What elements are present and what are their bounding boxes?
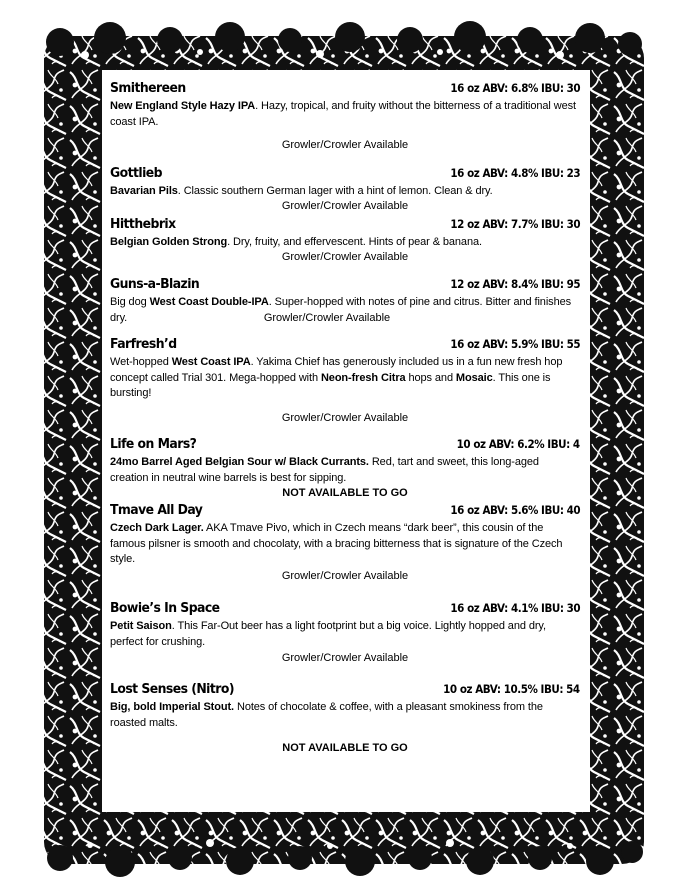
beer-name: Life on Mars? [110,436,197,452]
beer-stats: 16 oz ABV: 4.8% IBU: 23 [450,166,580,180]
availability-note: Growler/Crowler Available [281,199,409,212]
availability-note: Growler/Crowler Available [281,569,409,582]
beer-stats: 12 oz ABV: 8.4% IBU: 95 [450,277,580,291]
beer-style: Bavarian Pils [110,185,178,197]
beer-style: Belgian Golden Strong [110,236,228,248]
beer-entry-guns-a-blazin [110,276,580,326]
beer-entry-life-on-mars [110,436,580,501]
beer-name: Farfresh’d [110,336,177,352]
beer-name: Guns-a-Blazin [110,276,200,292]
beer-description: Petit Saison. This Far-Out beer has a light footprint but a big voice. Lightly hopped and dry, perfect for crushing. [110,620,546,648]
beer-description: Czech Dark Lager. AKA Tmave Pivo, which in Czech means “dark beer”, this cousin of the famous pilsner is smooth and chocolaty, with a bracing bitterness that is signature of the Czech style. [110,522,563,565]
beer-description: Wet-hopped West Coast IPA. Yakima Chief has generously included us in a fun new fresh hop concept called Trial 301. Mega-hopped with Neon-fresh Citra hops and Mosaic. This one is bursting! [110,356,563,399]
availability-note: Growler/Crowler Available [263,312,391,324]
beer-entry-lost-senses-nitro [110,681,580,756]
beer-name: Lost Senses (Nitro) [110,681,234,697]
beer-name: Smithereen [110,80,186,96]
availability-note: NOT AVAILABLE TO GO [282,742,408,754]
availability-note: Growler/Crowler Available [281,411,409,424]
availability-note: Growler/Crowler Available [281,250,409,263]
availability-note: NOT AVAILABLE TO GO [282,487,408,499]
beer-stats: 16 oz ABV: 4.1% IBU: 30 [450,601,580,615]
beer-menu-panel [102,70,590,812]
beer-style: West Coast Double-IPA [149,296,269,308]
beer-style: West Coast IPA [171,356,251,368]
hop-highlight: Mosaic [455,371,493,384]
beer-stats: 16 oz ABV: 5.9% IBU: 55 [450,337,580,351]
beer-name: Hitthebrix [110,216,176,232]
beer-stats: 16 oz ABV: 5.6% IBU: 40 [450,503,580,517]
beer-entry-gottlieb [110,165,580,214]
beer-description: Big dog West Coast Double-IPA. Super-hopped with notes of pine and citrus. Bitter and finishes dry. [110,296,571,324]
beer-style: Big, bold Imperial Stout. [110,701,235,713]
beer-name: Tmave All Day [110,502,203,518]
availability-note: Growler/Crowler Available [281,652,409,664]
beer-stats: 12 oz ABV: 7.7% IBU: 30 [450,217,580,231]
beer-entry-hitthebrix [110,216,580,265]
beer-description: 24mo Barrel Aged Belgian Sour w/ Black Currants. Red, tart and sweet, this long-aged creation in neutral wine barrels is best for sipping. [110,456,539,484]
beer-entry-farfreshd [110,336,580,426]
hop-highlight: Neon-fresh Citra [320,371,406,384]
beer-entry-bowies-in-space [110,600,580,666]
beer-style: Czech Dark Lager. [110,522,204,534]
beer-style: Petit Saison [110,620,172,632]
beer-description: Big, bold Imperial Stout. Notes of chocolate & coffee, with a pleasant smokiness from the roasted malts. [110,701,543,729]
beer-name: Bowie’s In Space [110,600,220,616]
beer-stats: 10 oz ABV: 6.2% IBU: 4 [456,437,580,451]
beer-stats: 10 oz ABV: 10.5% IBU: 54 [443,682,580,696]
beer-entry-tmave-all-day [110,502,580,584]
beer-stats: 16 oz ABV: 6.8% IBU: 30 [450,81,580,95]
beer-style: New England Style Hazy IPA [110,100,256,112]
beer-description: Belgian Golden Strong. Dry, fruity, and effervescent. Hints of pear & banana. [110,236,482,248]
beer-name: Gottlieb [110,165,163,181]
beer-description: Bavarian Pils. Classic southern German lager with a hint of lemon. Clean & dry. [110,185,493,197]
availability-note: Growler/Crowler Available [281,139,409,151]
beer-description: New England Style Hazy IPA. Hazy, tropical, and fruity without the bitterness of a traditional west coast IPA. [110,100,576,128]
beer-style: 24mo Barrel Aged Belgian Sour w/ Black Currants. [110,456,369,468]
beer-entry-smithereen [110,80,580,153]
